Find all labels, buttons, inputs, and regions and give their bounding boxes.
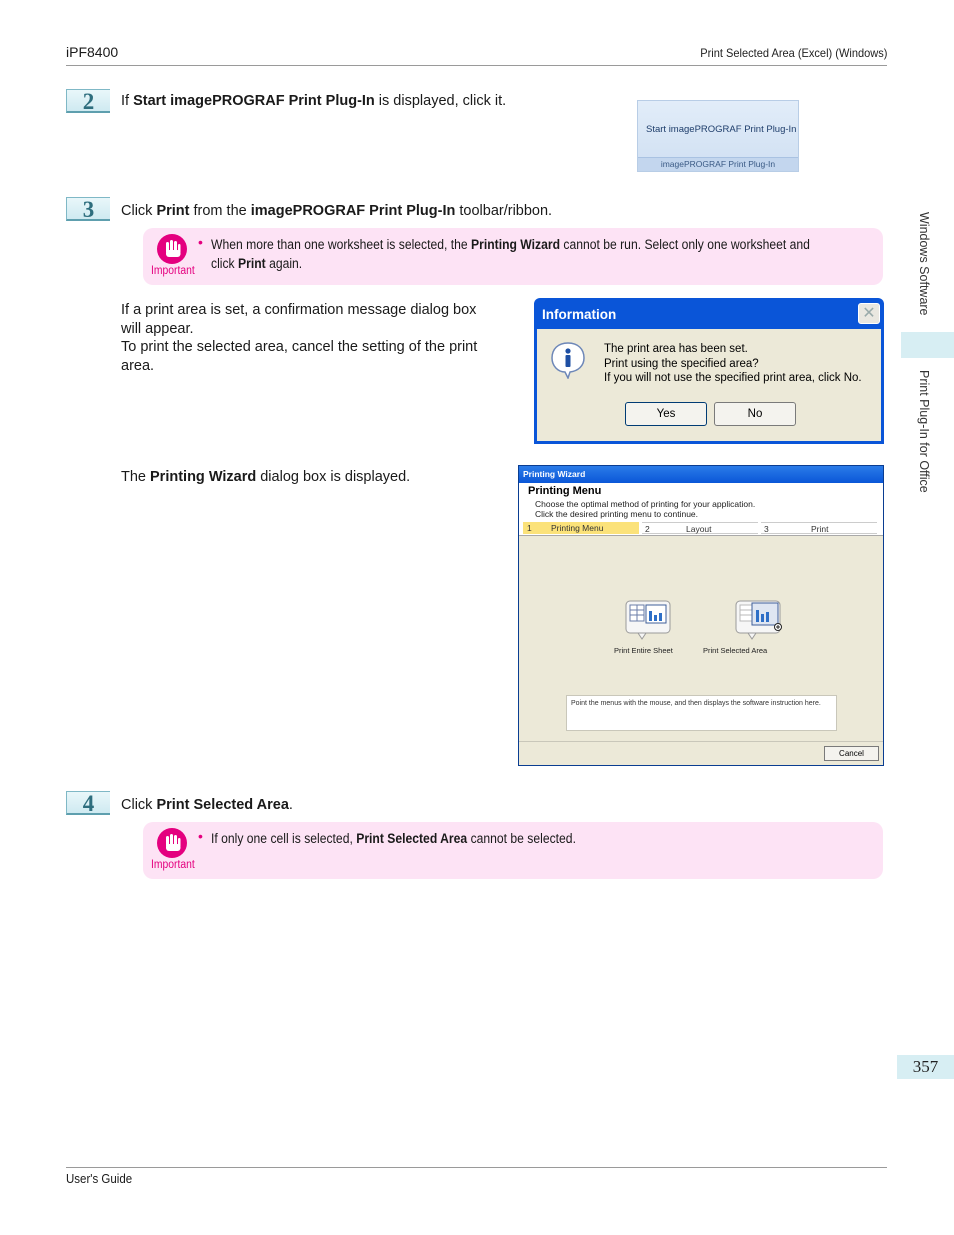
wizard-step-bar [523,522,881,534]
dialog-message: The print area has been set. Print using the specified area? If you will not use the specified print area, click No. [604,343,862,384]
step-number-3: 3 [66,197,110,221]
print-selected-area-option[interactable] [734,597,784,641]
print-selected-area-label[interactable]: Print Selected Area [703,646,768,655]
dialog-title: Information [542,307,617,322]
wizard-divider [519,741,883,742]
step-number-4: 4 [66,791,110,815]
sheet-chart-icon [624,597,674,641]
header-product: iPF8400 [66,44,119,60]
wizard-step-3[interactable]: 3 Print [761,522,877,534]
step-3-text: Click Print from the imagePROGRAF Print Plug-In toolbar/ribbon. [121,203,553,219]
header-divider [66,65,887,66]
step-number-2: 2 [66,89,110,113]
footer-divider [66,1167,887,1168]
close-icon[interactable]: ✕ [858,303,880,324]
important-label: Important [151,859,195,871]
bullet-icon: • [198,828,203,844]
important-note-2 [143,822,883,879]
hand-stop-icon [157,828,187,858]
note-1-text: When more than one worksheet is selected, the Printing Wizard cannot be run. Select only one worksheet and click Print again. [211,237,810,271]
step-2-text: If Start imagePROGRAF Print Plug-In is displayed, click it. [121,93,507,109]
wizard-paragraph: The Printing Wizard dialog box is displayed. [121,469,411,485]
important-label: Important [151,265,195,277]
wizard-instructions: Choose the optimal method of printing for your application. Click the desired printing menu to continue. [535,499,756,519]
side-tab-windows-software[interactable]: Windows Software [917,212,931,316]
wizard-step-2[interactable]: 2 Layout [642,522,758,534]
side-tab-highlight [901,332,954,358]
step-4-text: Click Print Selected Area. [121,797,293,813]
footer-title: User's Guide [66,1172,133,1186]
yes-button[interactable]: Yes [625,402,707,426]
wizard-title: Printing Wizard [519,466,883,483]
ribbon-group-label: imagePROGRAF Print Plug-In [638,157,798,171]
info-icon [550,341,586,384]
print-area-paragraph: If a print area is set, a confirmation message dialog box will appear. To print the selected area, cancel the setting of the print area. [121,302,478,374]
important-note-1 [143,228,883,285]
printing-wizard-dialog [518,465,884,766]
side-tab-print-plugin[interactable]: Print Plug-In for Office [917,370,931,493]
header-section-title: Print Selected Area (Excel) (Windows) [699,46,887,60]
start-plugin-ribbon-button[interactable]: Start imagePROGRAF Print Plug-In [646,124,797,135]
cancel-button[interactable]: Cancel [824,746,879,761]
page-number: 357 [897,1055,954,1079]
information-dialog [534,298,884,444]
print-entire-sheet-option[interactable] [624,597,674,641]
wizard-description-box: Point the menus with the mouse, and then displays the software instruction here. [566,695,837,731]
selected-area-icon [734,597,786,641]
ribbon-screenshot [637,100,799,172]
note-2-text: If only one cell is selected, Print Selected Area cannot be selected. [211,831,576,846]
bullet-icon: • [198,234,203,250]
print-entire-sheet-label[interactable]: Print Entire Sheet [614,646,673,655]
no-button[interactable]: No [714,402,796,426]
wizard-heading: Printing Menu [528,485,602,497]
wizard-step-1[interactable]: 1 Printing Menu [523,522,639,534]
hand-stop-icon [157,234,187,264]
